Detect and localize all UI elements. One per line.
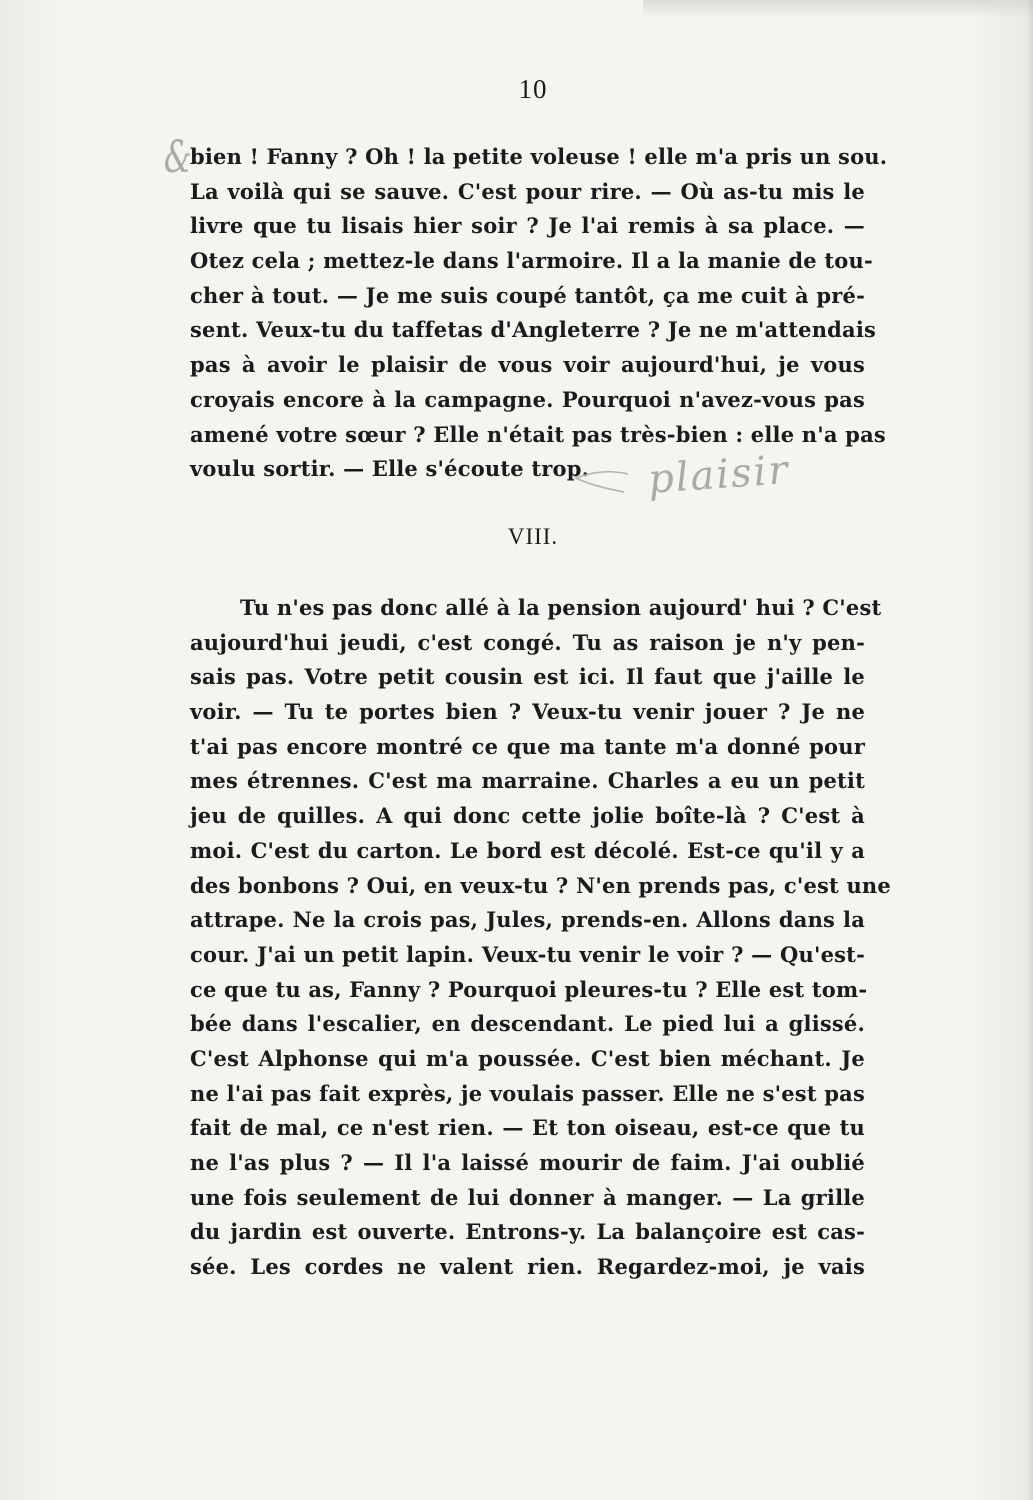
- text-line: une fois seulement de lui donner à manger. — La grille: [190, 1184, 865, 1210]
- text-line: ce que tu as, Fanny ? Pourquoi pleures-tu ? Elle est tom-: [190, 976, 868, 1002]
- text-line: voulu sortir. — Elle s'écoute trop.: [190, 456, 590, 482]
- text-line: attrape. Ne la crois pas, Jules, prends-en. Allons dans la: [190, 907, 865, 933]
- text-line: voir. — Tu te portes bien ? Veux-tu venir jouer ? Je ne: [190, 699, 865, 725]
- section-heading: VIII.: [507, 524, 559, 549]
- text-line: sée. Les cordes ne valent rien. Regardez-moi, je vais: [190, 1254, 865, 1280]
- text-line: livre que tu lisais hier soir ? Je l'ai remis à sa place. —: [190, 213, 865, 239]
- text-line: Otez cela ; mettez-le dans l'armoire. Il a la manie de tou-: [190, 248, 873, 274]
- text-line: sais pas. Votre petit cousin est ici. Il faut que j'aille le: [190, 664, 865, 690]
- text-line: bien ! Fanny ? Oh ! la petite voleuse ! elle m'a pris un sou.: [190, 144, 888, 169]
- page-number: 10: [518, 74, 548, 104]
- text-line: cour. J'ai un petit lapin. Veux-tu venir le voir ? — Qu'est-: [190, 941, 865, 967]
- page-edge-shadow: [1027, 0, 1033, 1500]
- text-line: moi. C'est du carton. Le bord est décolé. Est-ce qu'il y a: [190, 837, 865, 863]
- paragraph-top: [190, 140, 888, 487]
- margin-pencil-mark: &: [163, 132, 192, 183]
- text-line: cher à tout. — Je me suis coupé tantôt, ça me cuit à pré-: [190, 282, 865, 308]
- scan-shadow: [643, 0, 1033, 18]
- text-line: C'est Alphonse qui m'a poussée. C'est bien méchant. Je: [190, 1045, 865, 1071]
- text-line: du jardin est ouverte. Entrons-y. La balançoire est cas-: [190, 1219, 865, 1245]
- text-line: aujourd'hui jeudi, c'est congé. Tu as raison je n'y pen-: [190, 629, 865, 655]
- text-line: fait de mal, ce n'est rien. — Et ton oiseau, est-ce que tu: [190, 1115, 865, 1141]
- text-line: bée dans l'escalier, en descendant. Le pied lui a glissé.: [190, 1011, 865, 1037]
- text-line: amené votre sœur ? Elle n'était pas très-bien : elle n'a pas: [190, 421, 886, 447]
- paragraph-bottom: [190, 591, 891, 1285]
- handwritten-note: plaisir: [646, 447, 791, 503]
- text-line: t'ai pas encore montré ce que ma tante m'a donné pour: [190, 733, 865, 759]
- text-line: des bonbons ? Oui, en veux-tu ? N'en prends pas, c'est une: [190, 872, 891, 898]
- text-line: ne l'as plus ? — Il l'a laissé mourir de faim. J'ai oublié: [190, 1150, 865, 1175]
- text-line: mes étrennes. C'est ma marraine. Charles a eu un petit: [190, 768, 865, 794]
- pencil-arrow-mark: [562, 466, 632, 496]
- text-line: La voilà qui se sauve. C'est pour rire. — Où as-tu mis le: [190, 178, 865, 204]
- text-line: Tu n'es pas donc allé à la pension aujourd' hui ? C'est: [240, 595, 882, 620]
- text-line: pas à avoir le plaisir de vous voir aujourd'hui, je vous: [190, 352, 865, 378]
- text-line: croyais encore à la campagne. Pourquoi n'avez-vous pas: [190, 386, 865, 412]
- text-line: jeu de quilles. A qui donc cette jolie boîte-là ? C'est à: [190, 803, 865, 829]
- text-line: sent. Veux-tu du taffetas d'Angleterre ? Je ne m'attendais: [190, 317, 877, 343]
- text-line: ne l'ai pas fait exprès, je voulais passer. Elle ne s'est pas: [190, 1080, 865, 1106]
